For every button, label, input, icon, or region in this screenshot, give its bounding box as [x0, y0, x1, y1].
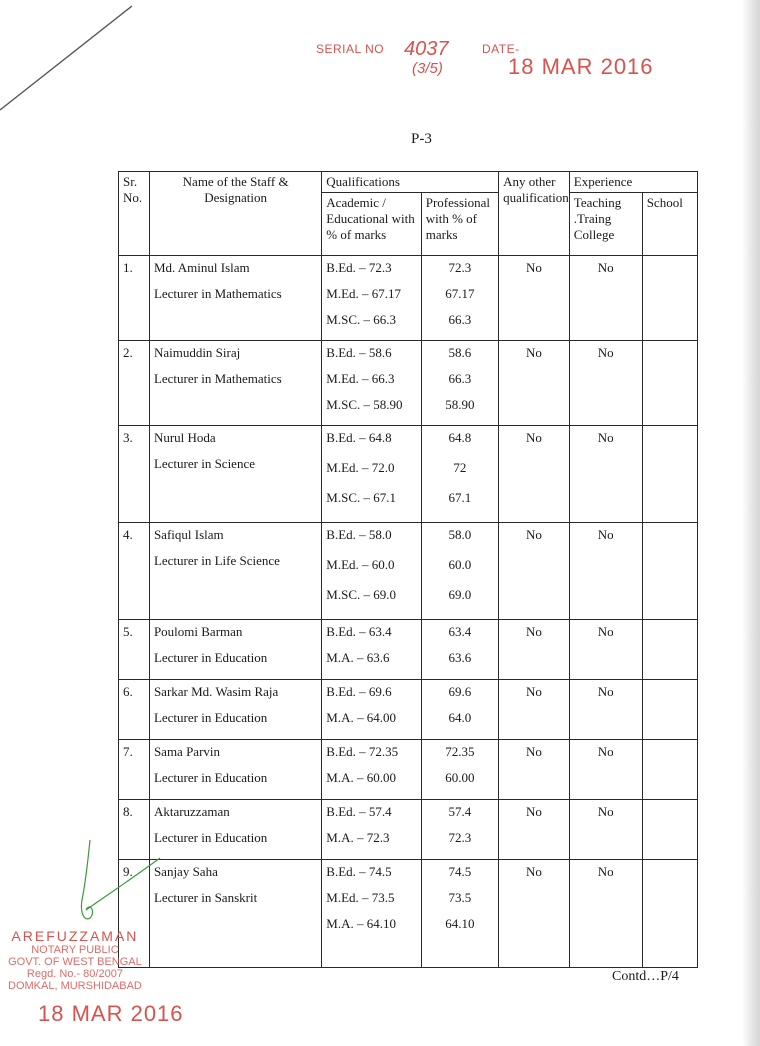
academic-cell: [322, 800, 421, 860]
fold-mark: [0, 0, 140, 120]
serial-label: SERIAL NO: [316, 42, 385, 56]
academic-score: M.Ed. – 60.0: [326, 557, 395, 572]
academic-score: B.Ed. – 58.0: [326, 527, 392, 542]
professional-score: 72.3: [448, 830, 472, 845]
staff-name: Safiqul Islam: [153, 527, 224, 542]
teaching-experience-cell: [569, 860, 642, 968]
academic-cell: [322, 256, 421, 341]
staff-name: Sama Parvin: [153, 744, 221, 759]
sr-cell: [119, 426, 150, 523]
table-row: [119, 523, 698, 620]
page-number: P-3: [411, 131, 432, 147]
professional-score: 58.90: [445, 397, 475, 412]
academic-score: M.A. – 63.6: [326, 650, 390, 665]
professional-score: 66.3: [448, 371, 472, 386]
teaching-experience-cell: [569, 620, 642, 680]
professional-cell: [421, 800, 498, 860]
academic-score: B.Ed. – 64.8: [326, 430, 392, 445]
professional-score: 64.0: [448, 710, 472, 725]
academic-score: B.Ed. – 74.5: [326, 864, 392, 879]
academic-score: M.Ed. – 67.17: [326, 286, 402, 301]
professional-score: 72.35: [445, 744, 475, 759]
school-experience-cell: [642, 426, 697, 523]
professional-cell: [421, 523, 498, 620]
professional-cell: [421, 620, 498, 680]
academic-score: M.A. – 72.3: [326, 830, 390, 845]
teaching-experience-cell: [569, 341, 642, 426]
staff-cell: [149, 256, 321, 341]
header-sr: Sr. No.: [119, 172, 150, 256]
other-qualification-text: No: [525, 744, 542, 759]
stamp-date: 18 MAR 2016: [508, 54, 654, 79]
teaching-experience-text: No: [597, 345, 614, 360]
teaching-experience-cell: [569, 426, 642, 523]
table-row: [119, 256, 698, 341]
teaching-experience-text: No: [597, 624, 614, 639]
other-qualification-cell: [499, 680, 570, 740]
professional-score: 64.8: [448, 430, 472, 445]
staff-cell: [149, 860, 321, 968]
page-edge-shadow: [742, 0, 760, 1046]
professional-score: 58.6: [448, 345, 472, 360]
serial-sub: (3/5): [412, 60, 443, 77]
staff-designation: Lecturer in Education: [153, 830, 268, 845]
staff-cell: [149, 341, 321, 426]
professional-cell: [421, 426, 498, 523]
academic-cell: [322, 680, 421, 740]
academic-score: M.SC. – 58.90: [326, 397, 403, 412]
other-qualification-text: No: [525, 260, 542, 275]
professional-score: 58.0: [448, 527, 472, 542]
notary-name: AREFUZZAMAN: [11, 928, 139, 944]
professional-score: 57.4: [448, 804, 472, 819]
sr-cell: [119, 256, 150, 341]
table-row: [119, 341, 698, 426]
staff-cell: [149, 620, 321, 680]
other-qualification-cell: [499, 426, 570, 523]
staff-name: Md. Aminul Islam: [153, 260, 250, 275]
teaching-experience-cell: [569, 680, 642, 740]
academic-score: M.SC. – 66.3: [326, 312, 397, 327]
teaching-experience-cell: [569, 740, 642, 800]
teaching-experience-text: No: [597, 744, 614, 759]
academic-cell: [322, 341, 421, 426]
staff-designation: Lecturer in Life Science: [153, 553, 280, 568]
other-qualification-text: No: [525, 430, 542, 445]
table-row: [119, 800, 698, 860]
school-experience-cell: [642, 523, 697, 620]
teaching-experience-text: No: [597, 260, 614, 275]
professional-cell: [421, 341, 498, 426]
continued-note: Contd…P/4: [612, 969, 679, 984]
staff-designation: Lecturer in Mathematics: [153, 371, 282, 386]
sr-cell: [119, 341, 150, 426]
notary-govt: GOVT. OF WEST BENGAL: [8, 956, 142, 968]
notary-regd: Regd. No.- 80/2007: [26, 968, 123, 980]
professional-cell: [421, 740, 498, 800]
academic-score: M.Ed. – 72.0: [326, 460, 395, 475]
teaching-experience-text: No: [597, 684, 614, 699]
header-academic: Academic / Educational with % of marks: [322, 193, 421, 256]
academic-score: B.Ed. – 63.4: [326, 624, 392, 639]
date-label: DATE-: [482, 42, 520, 56]
other-qualification-text: No: [525, 345, 542, 360]
staff-designation: Lecturer in Education: [153, 710, 268, 725]
professional-score: 73.5: [448, 890, 472, 905]
serial-number-text: 8.: [123, 804, 133, 819]
professional-score: 63.6: [448, 650, 472, 665]
signature-mark: [60, 840, 170, 930]
serial-number-text: 2.: [123, 345, 133, 360]
professional-score: 74.5: [448, 864, 472, 879]
school-experience-cell: [642, 860, 697, 968]
serial-number-text: 6.: [123, 684, 133, 699]
header-qualifications: Qualifications: [322, 172, 499, 193]
other-qualification-text: No: [525, 684, 542, 699]
table-row: [119, 740, 698, 800]
staff-table: [118, 171, 698, 968]
staff-cell: [149, 523, 321, 620]
serial-number-text: 9.: [123, 864, 133, 879]
sr-cell: [119, 620, 150, 680]
teaching-experience-text: No: [597, 430, 614, 445]
professional-score: 72: [453, 460, 467, 475]
teaching-experience-cell: [569, 523, 642, 620]
serial-number: 4037: [404, 38, 449, 60]
header-name: Name of the Staff & Designation: [149, 172, 321, 256]
school-experience-cell: [642, 740, 697, 800]
staff-cell: [149, 426, 321, 523]
academic-score: M.A. – 64.00: [326, 710, 396, 725]
table-row: [119, 426, 698, 523]
table-row: [119, 620, 698, 680]
staff-designation: Lecturer in Science: [153, 456, 255, 471]
academic-cell: [322, 620, 421, 680]
professional-cell: [421, 860, 498, 968]
other-qualification-cell: [499, 523, 570, 620]
header-other: Any other qualification: [499, 172, 570, 256]
academic-score: B.Ed. – 58.6: [326, 345, 392, 360]
teaching-experience-cell: [569, 800, 642, 860]
notary-date: 18 MAR 2016: [38, 1001, 184, 1026]
sr-cell: [119, 523, 150, 620]
school-experience-cell: [642, 620, 697, 680]
staff-name: Poulomi Barman: [153, 624, 243, 639]
header-experience: Experience: [569, 172, 697, 193]
header-teaching: Teaching .Traing College: [569, 193, 642, 256]
serial-number-text: 4.: [123, 527, 133, 542]
header-school: School: [642, 193, 697, 256]
professional-cell: [421, 680, 498, 740]
staff-cell: [149, 680, 321, 740]
academic-cell: [322, 740, 421, 800]
academic-score: M.SC. – 67.1: [326, 490, 397, 505]
academic-cell: [322, 523, 421, 620]
sr-cell: [119, 740, 150, 800]
notary-place: DOMKAL, MURSHIDABAD: [8, 980, 142, 992]
other-qualification-cell: [499, 740, 570, 800]
academic-score: B.Ed. – 72.3: [326, 260, 392, 275]
staff-cell: [149, 740, 321, 800]
other-qualification-text: No: [525, 527, 542, 542]
professional-score: 60.0: [448, 557, 472, 572]
staff-name: Sarkar Md. Wasim Raja: [153, 684, 279, 699]
sr-cell: [119, 680, 150, 740]
staff-cell: [149, 800, 321, 860]
teaching-experience-text: No: [597, 864, 614, 879]
academic-score: M.Ed. – 73.5: [326, 890, 395, 905]
serial-number-text: 1.: [123, 260, 133, 275]
notary-title: NOTARY PUBLIC: [31, 944, 119, 956]
academic-score: B.Ed. – 72.35: [326, 744, 399, 759]
professional-score: 72.3: [448, 260, 472, 275]
staff-designation: Lecturer in Sanskrit: [153, 890, 258, 905]
professional-score: 67.1: [448, 490, 472, 505]
table-row: [119, 680, 698, 740]
serial-number-text: 7.: [123, 744, 133, 759]
academic-score: M.A. – 64.10: [326, 916, 396, 931]
other-qualification-text: No: [525, 624, 542, 639]
school-experience-cell: [642, 680, 697, 740]
professional-score: 69.6: [448, 684, 472, 699]
professional-score: 60.00: [445, 770, 475, 785]
serial-number-text: 3.: [123, 430, 133, 445]
school-experience-cell: [642, 341, 697, 426]
school-experience-cell: [642, 800, 697, 860]
academic-cell: [322, 860, 421, 968]
teaching-experience-text: No: [597, 527, 614, 542]
other-qualification-text: No: [525, 864, 542, 879]
academic-score: B.Ed. – 69.6: [326, 684, 392, 699]
notary-stamp: [8, 928, 142, 992]
professional-score: 69.0: [448, 587, 472, 602]
staff-designation: Lecturer in Education: [153, 650, 268, 665]
teaching-experience-text: No: [597, 804, 614, 819]
other-qualification-cell: [499, 256, 570, 341]
academic-cell: [322, 426, 421, 523]
other-qualification-cell: [499, 860, 570, 968]
table-row: [119, 860, 698, 968]
serial-number-text: 5.: [123, 624, 133, 639]
academic-score: M.Ed. – 66.3: [326, 371, 395, 386]
header-professional: Professional with % of marks: [421, 193, 498, 256]
staff-designation: Lecturer in Education: [153, 770, 268, 785]
other-qualification-cell: [499, 341, 570, 426]
academic-score: M.SC. – 69.0: [326, 587, 397, 602]
other-qualification-text: No: [525, 804, 542, 819]
professional-score: 66.3: [448, 312, 472, 327]
staff-name: Naimuddin Siraj: [153, 345, 241, 360]
professional-score: 67.17: [445, 286, 475, 301]
professional-score: 64.10: [445, 916, 475, 931]
other-qualification-cell: [499, 800, 570, 860]
other-qualification-cell: [499, 620, 570, 680]
staff-designation: Lecturer in Mathematics: [153, 286, 282, 301]
professional-score: 63.4: [448, 624, 472, 639]
teaching-experience-cell: [569, 256, 642, 341]
staff-name: Nurul Hoda: [153, 430, 216, 445]
academic-score: B.Ed. – 57.4: [326, 804, 392, 819]
school-experience-cell: [642, 256, 697, 341]
academic-score: M.A. – 60.00: [326, 770, 396, 785]
professional-cell: [421, 256, 498, 341]
staff-name: Aktaruzzaman: [153, 804, 230, 819]
staff-name: Sanjay Saha: [153, 864, 218, 879]
